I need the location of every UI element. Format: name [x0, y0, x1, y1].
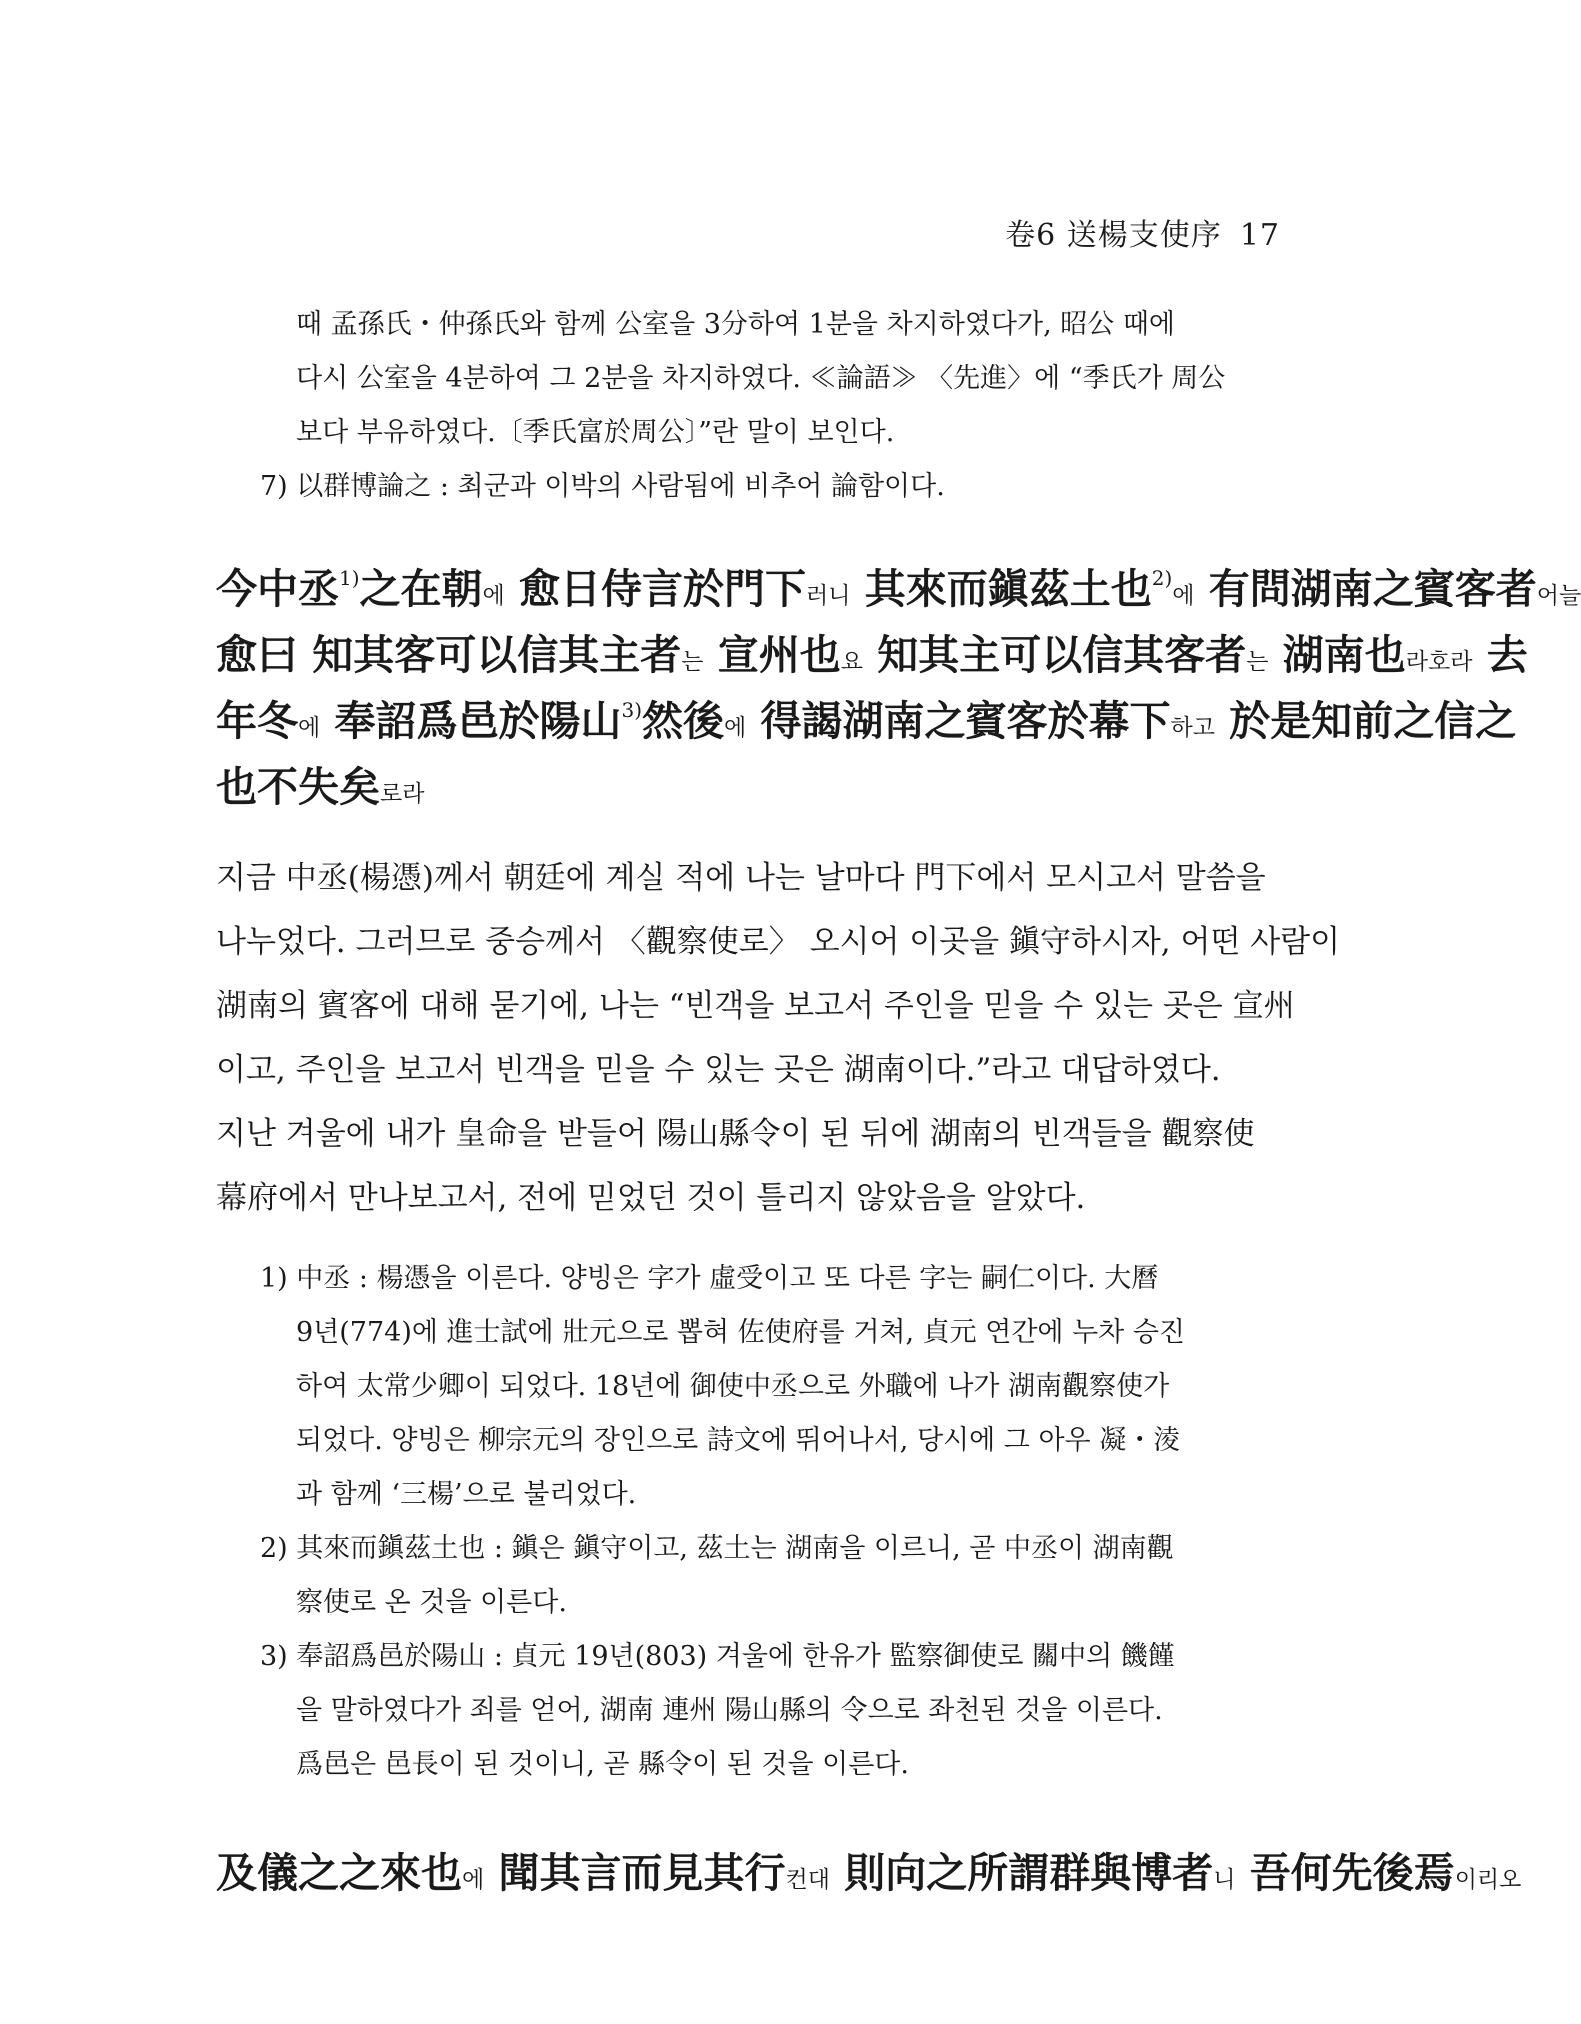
footnote-1: 1) 中丞 : 楊憑을 이른다. 양빙은 字가 虛受이고 또 다른 字는 嗣仁이다. 大曆: [260, 1263, 1159, 1294]
footnote-ref: 2): [1151, 566, 1173, 590]
translation-line: 湖南의 賓客에 대해 묻기에, 나는 “빈객을 보고서 주인을 믿을 수 있는 곳은 宣州: [216, 988, 1295, 1024]
translation-line: 나누었다. 그러므로 중승께서 〈觀察使로〉 오시어 이곳을 鎭守하시자, 어떤 사람이: [216, 924, 1341, 960]
original-line: 及儀之之來也에 聞其言而見其行컨대 則向之所謂群與博者니 吾何先後焉이리오: [216, 1849, 1522, 1897]
footnote-1-cont: 하여 太常少卿이 되었다. 18년에 御使中丞으로 外職에 나가 湖南觀察使가: [296, 1371, 1170, 1402]
header-section-title: 卷6 送楊支使序: [1005, 218, 1222, 253]
note-continuation-line: 다시 公室을 4분하여 그 2분을 차지하였다. ≪論語≫ 〈先進〉에 “季氏가 周公: [296, 363, 1226, 394]
footnote-2: 2) 其來而鎭茲土也 : 鎭은 鎭守이고, 茲土는 湖南을 이르니, 곧 中丞이 湖南觀: [260, 1533, 1174, 1564]
original-line: 今中丞$^{1)}$之在朝에 愈日侍言於門下러니 其來而鎭茲土也$^{2)}$에 有問湖南之賓客者어늘: [216, 565, 1581, 613]
footnote-ref: 3): [621, 698, 643, 722]
footnote-1-cont: 과 함께 ‘三楊’으로 불리었다.: [296, 1479, 637, 1510]
footnote-3-cont: 爲邑은 邑長이 된 것이니, 곧 縣令이 된 것을 이른다.: [296, 1749, 909, 1780]
original-line: 也不失矣로라: [216, 763, 425, 811]
footnote-ref: 1): [339, 566, 360, 590]
original-line: 年冬에 奉詔爲邑於陽山$^{3)}$然後에 得謁湖南之賓客於幕下하고 於是知前之信之: [216, 697, 1517, 745]
footnote-3: 3) 奉詔爲邑於陽山 : 貞元 19년(803) 겨울에 한유가 監察御使로 關中의 饑饉: [260, 1641, 1175, 1672]
footnote-2-cont: 察使로 온 것을 이른다.: [296, 1587, 567, 1618]
page-number: 17: [1239, 218, 1280, 253]
note-continuation-line: 때 孟孫氏・仲孫氏와 함께 公室을 3分하여 1분을 차지하였다가, 昭公 때에: [296, 309, 1175, 340]
running-header: [1005, 210, 1280, 254]
note-continuation-line: 보다 부유하였다.〔季氏富於周公〕”란 말이 보인다.: [296, 417, 895, 448]
footnote-1-cont: 되었다. 양빙은 柳宗元의 장인으로 詩文에 뛰어나서, 당시에 그 아우 凝・淩: [296, 1425, 1181, 1456]
translation-line: 지난 겨울에 내가 皇命을 받들어 陽山縣令이 된 뒤에 湖南의 빈객들을 觀察使: [216, 1116, 1255, 1152]
translation-line: 幕府에서 만나보고서, 전에 믿었던 것이 틀리지 않았음을 알았다.: [216, 1180, 1086, 1216]
footnote-7: 7) 以群博論之 : 최군과 이박의 사람됨에 비추어 論함이다.: [260, 471, 945, 502]
translation-line: 지금 中丞(楊憑)께서 朝廷에 계실 적에 나는 날마다 門下에서 모시고서 말씀을: [216, 860, 1266, 896]
footnote-3-cont: 을 말하였다가 죄를 얻어, 湖南 連州 陽山縣의 令으로 좌천된 것을 이른다.: [296, 1695, 1163, 1726]
footnote-1-cont: 9년(774)에 進士試에 壯元으로 뽑혀 佐使府를 거쳐, 貞元 연간에 누차 승진: [296, 1317, 1185, 1348]
original-line: 愈曰 知其客可以信其主者는 宣州也요 知其主可以信其客者는 湖南也라호라 去: [216, 631, 1528, 679]
translation-line: 이고, 주인을 보고서 빈객을 믿을 수 있는 곳은 湖南이다.”라고 대답하였다.: [216, 1052, 1221, 1088]
